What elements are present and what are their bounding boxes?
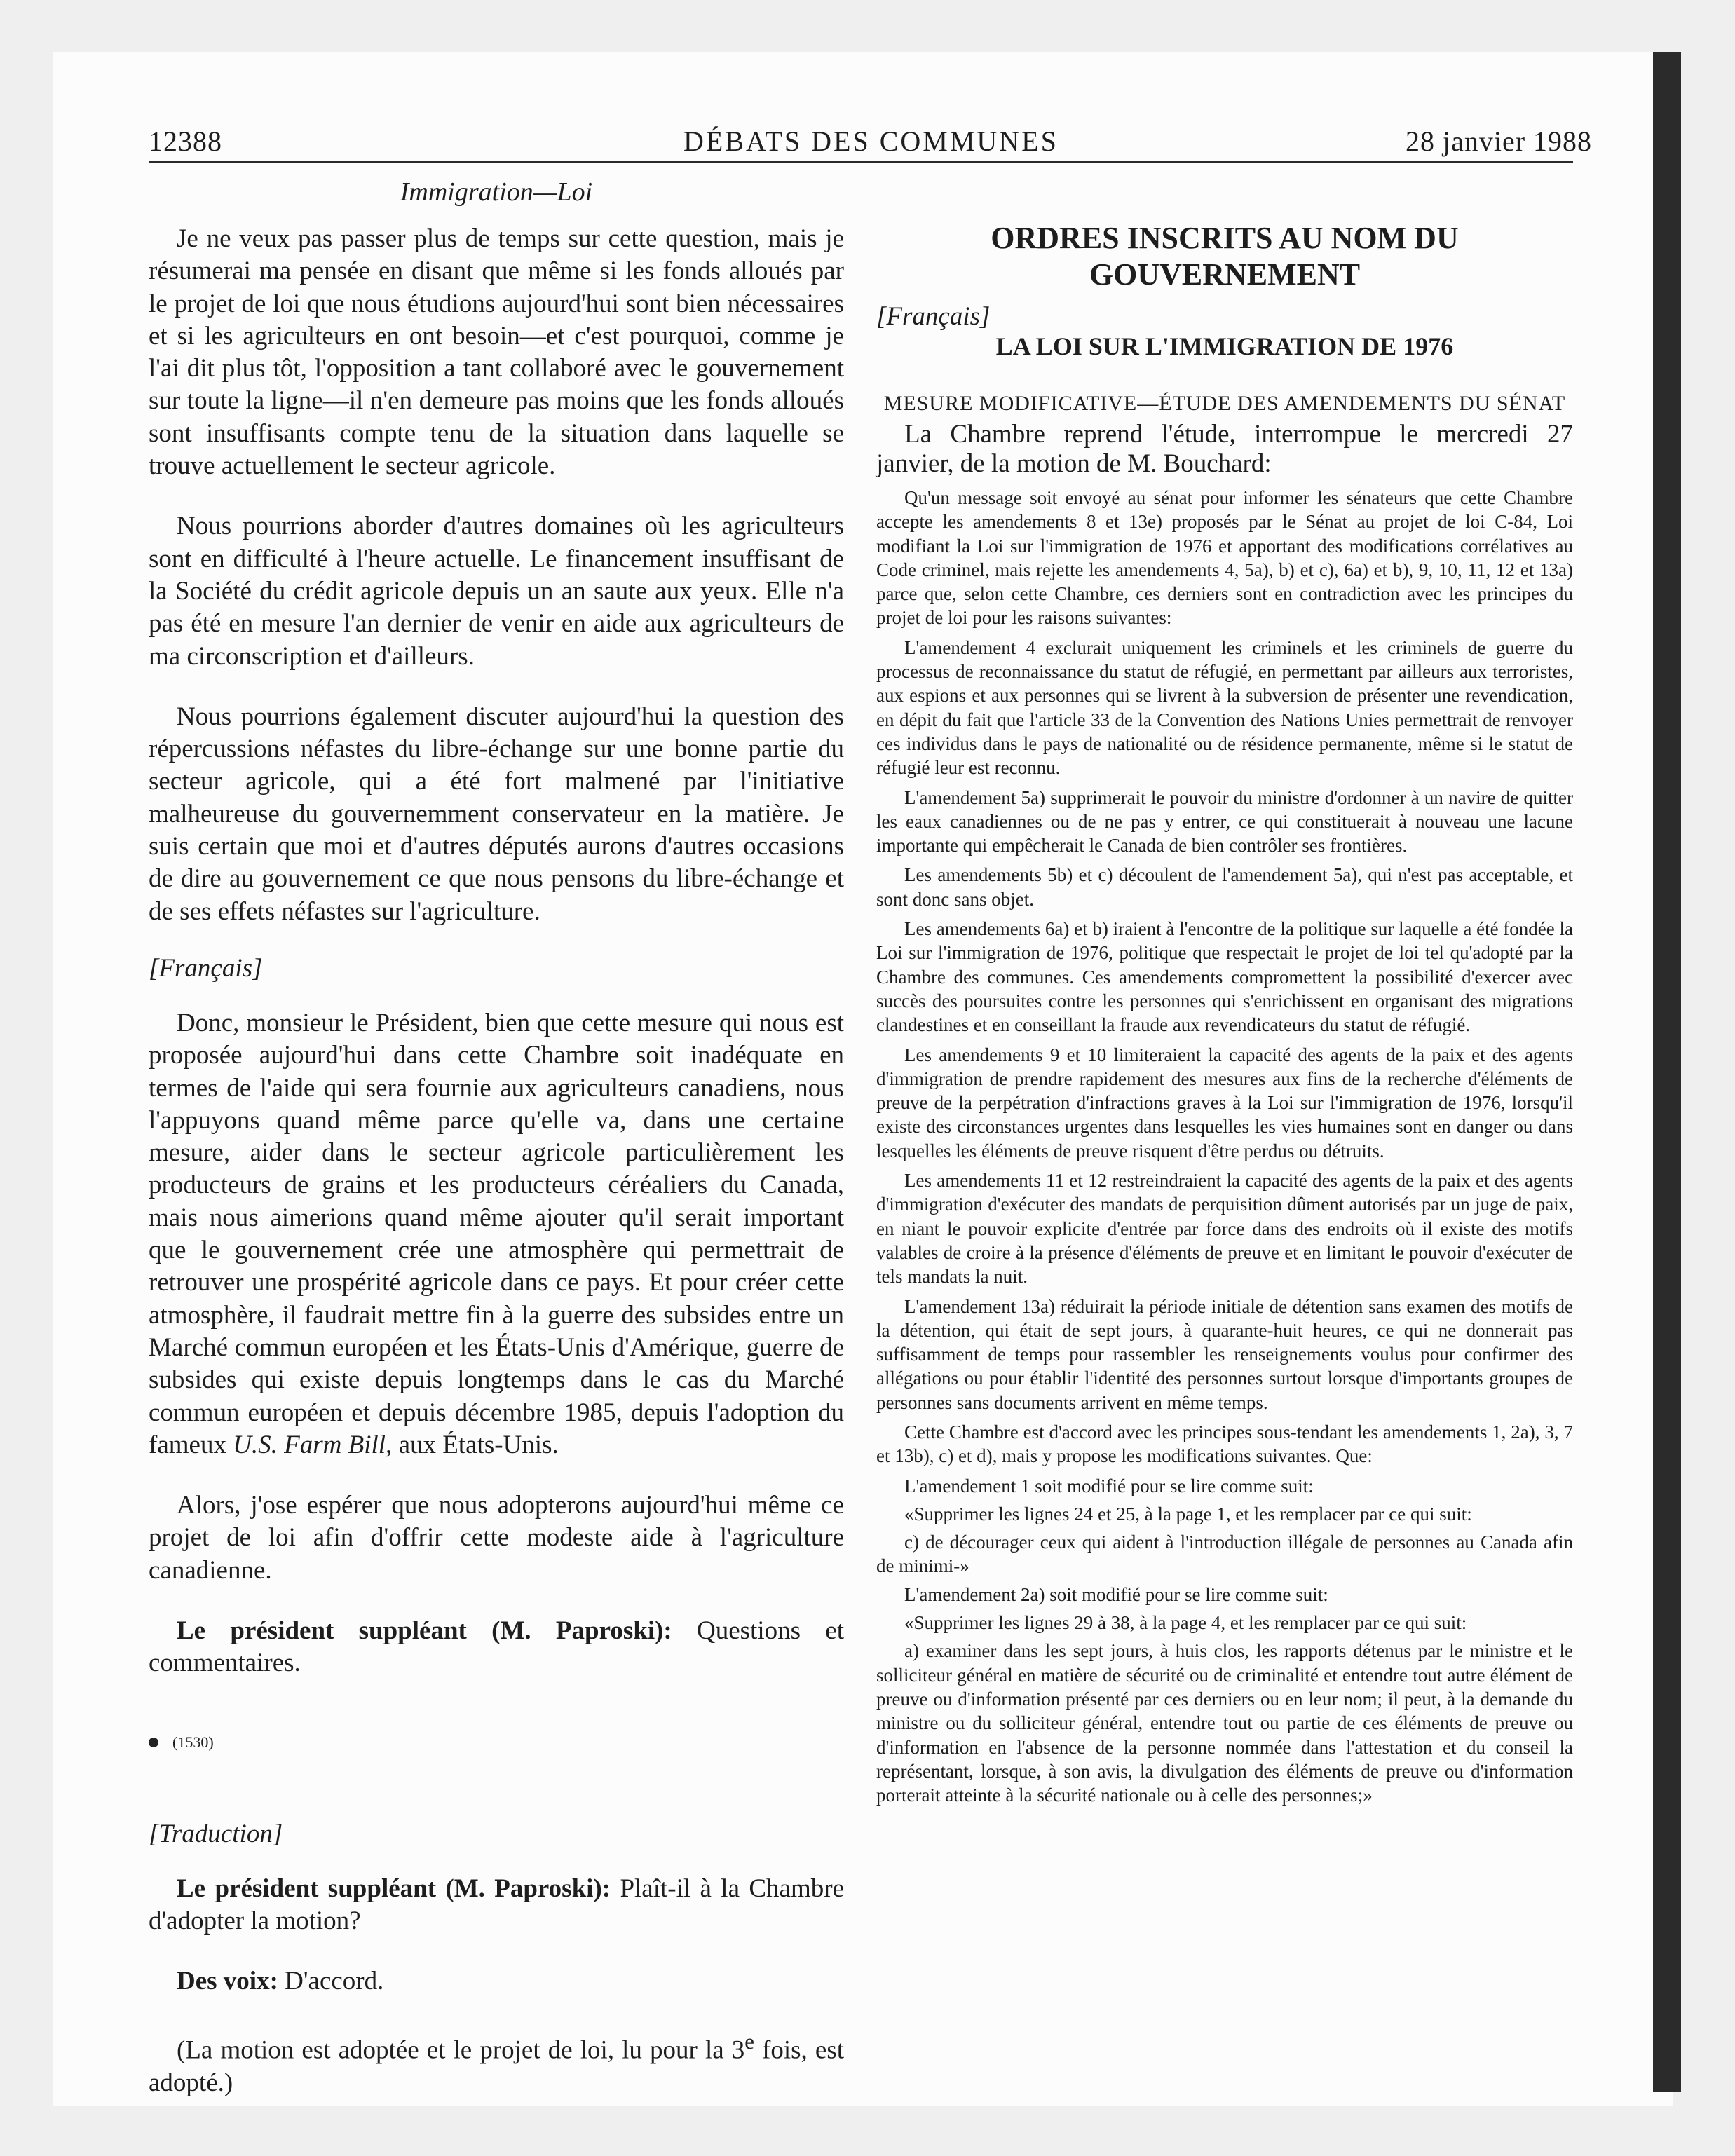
publication-title: DÉBATS DES COMMUNES: [683, 125, 1059, 157]
language-marker: [Français]: [876, 302, 991, 331]
motion-paragraph: Les amendements 9 et 10 limiteraient la capacité des agents de la paix et des agents d'immigration de prendre rapidement des mesures aux fins de la recherche d'éléments de preuve de la perpétration d'infractions graves à la Loi sur l'immigration de 1976, lorsqu'il existe des circonstances urgentes dans lesquelles les vies humaines sont en danger ou dans lesquelles les éléments de preuve risquent d'être perdus ou détruits.: [876, 1044, 1573, 1161]
left-column: [149, 177, 844, 2099]
text-run: , aux États-Unis.: [386, 1430, 559, 1459]
measure-subtitle: MESURE MODIFICATIVE—ÉTUDE DES AMENDEMENTS DU SÉNAT: [883, 392, 1566, 415]
bullet-icon: [149, 1738, 158, 1747]
header-rule: [149, 161, 1573, 163]
scan-edge: [1653, 52, 1681, 2092]
time-mark: (1530): [172, 1733, 214, 1751]
italic-title: U.S. Farm Bill: [233, 1430, 386, 1459]
section-title: ORDRES INSCRITS AU NOM DU GOUVERNEMENT: [991, 221, 1459, 292]
speaker-name: Le président suppléant (M. Paproski):: [177, 1874, 611, 1903]
motion-paragraph: Qu'un message soit envoyé au sénat pour informer les sénateurs que cette Chambre accepte les amendements 8 et 13e) proposés par le Sénat au projet de loi C-84, Loi modifiant la Loi sur l'immigration de 1976 et apportant des modifications corrélatives au Code criminel, mais rejette les amendements 4, 5a), b) et c), 6a) et b), 9, 10, 11, 12 et 13a) parce que, selon cette Chambre, ces derniers sont en contradiction avec les principes du projet de loi pour les raisons suivantes:: [876, 487, 1573, 629]
speaker-name: Le président suppléant (M. Paproski):: [177, 1616, 672, 1645]
text-run: Donc, monsieur le Président, bien que cette mesure qui nous est proposée aujourd'hui dans cette Chambre soit inadéquate en termes de l'aide qui sera fournie aux agriculteurs canadiens, nous l'appuyons quand même parce qu'elle va, dans une certaine mesure, aider dans le secteur agricole particulièrement les producteurs de grains et les producteurs céréaliers du Canada, mais nous aimerions quand même ajouter qu'il serait important que le gouvernement crée une atmosphère qui permettrait de retrouver une prospérité agricole dans ce pays. Et pour créer cette atmosphère, il faudrait mettre fin à la guerre des subsides entre un Marché commun européen et les États-Unis d'Amérique, guerre de subsides qui existe depuis longtemps dans le cas du Marché commun européen et depuis décembre 1985, depuis l'adoption du fameux: [149, 1008, 844, 1459]
motion-paragraph: «Supprimer les lignes 24 et 25, à la page 1, et les remplacer par ce qui suit:: [904, 1503, 1472, 1524]
paragraph: Nous pourrions également discuter aujourd'hui la question des répercussions néfastes du libre-échange sur une bonne partie du secteur agricole, qui a été fort malmené par l'initiative malheureuse du gouvernemment conservateur en la matière. Je suis certain que moi et d'autres députés aurons d'autres occasions de dire au gouvernement ce que nous pensons du libre-échange et de ses effets néfastes sur l'agriculture.: [149, 702, 844, 926]
speaker-paragraph: [149, 1965, 844, 1998]
paragraph: Alors, j'ose espérer que nous adopterons aujourd'hui même ce projet de loi afin d'offrir cette modeste aide à l'agriculture canadienne.: [149, 1491, 844, 1585]
motion-paragraph: a) examiner dans les sept jours, à huis clos, les rapports détenus par le ministre et le solliciteur général en matière de sécurité ou de criminalité et entendre tout autre élément de preuve ou d'information présenté par ces derniers ou en leur nom; il peut, à la demande du ministre ou du solliciteur général, entendre tout ou partie de ces éléments de preuve ou d'information en l'absence de la personne nommée dans l'attestation et du conseil la représentant, lorsque, à son avis, la divulgation des éléments de preuve ou d'information porterait atteinte à la sécurité nationale ou à celle des personnes;»: [876, 1640, 1573, 1806]
text-run: fois, est adopté.): [149, 2035, 845, 2098]
paragraph: [149, 1007, 844, 1461]
motion-paragraph: Les amendements 5b) et c) découlent de l'amendement 5a), qui n'est pas acceptable, et sont donc sans objet.: [876, 864, 1573, 910]
speaker-name: Des voix:: [177, 1967, 278, 1996]
running-title: Immigration—Loi: [400, 177, 593, 207]
paragraph: La Chambre reprend l'étude, interrompue le mercredi 27 janvier, de la motion de M. Bouchard:: [876, 420, 1573, 478]
time-marker: [149, 1733, 844, 1752]
speech-text: Questions et commentaires.: [149, 1616, 844, 1678]
motion-paragraph: L'amendement 5a) supprimerait le pouvoir du ministre d'ordonner à un navire de quitter les eaux canadiennes ou de ne pas y entrer, ce qui constituerait à nouveau une lacune importante qui empêcherait le Canada de bien contrôler ses frontières.: [876, 786, 1573, 857]
speech-text: Plaît-il à la Chambre d'adopter la motion?: [149, 1874, 844, 1935]
motion-paragraph: L'amendement 4 exclurait uniquement les criminels et les criminels de guerre du processus de reconnaissance du statut de réfugié, en permettant par ailleurs aux terroristes, aux espions et aux personnes qui se livrent à la subversion de présenter une revendication, en dépit du fait que l'article 33 de la Convention des Nations Unies permettrait de renvoyer ces individus dans le pays de nationalité ou de résidence permanente, même si le statut de réfugié leur est reconnu.: [876, 636, 1573, 779]
speech-text: D'accord.: [278, 1967, 384, 1996]
act-title: LA LOI SUR L'IMMIGRATION DE 1976: [995, 332, 1454, 360]
motion-paragraph: Les amendements 6a) et b) iraient à l'encontre de la politique sur laquelle a été fondée la Loi sur l'immigration de 1976, politique que respectait le projet de loi tel qu'adopté par la Chambre des communes. Ces amendements compromettent la possibilité d'exercer avec succès des poursuites contre les personnes qui s'enrichissent en organisant des migrations clandestines et en conseillant la fraude aux revendicateurs du statut de réfugié.: [876, 918, 1573, 1036]
motion-paragraph: L'amendement 1 soit modifié pour se lire comme suit:: [904, 1475, 1314, 1496]
motion-paragraph: «Supprimer les lignes 29 à 38, à la page 4, et les remplacer par ce qui suit:: [904, 1612, 1467, 1634]
motion-paragraph: L'amendement 13a) réduirait la période initiale de détention sans examen des motifs de la détention, qui était de sept jours, à quarante-huit heures, ce qui ne donnerait pas suffisamment de temps pour rassembler les renseignements voulus pour confirmer des allégations ou pour établir l'identité des personnes surtout lorsque d'importants groupes de personnes sans documents arrivent en même temps.: [876, 1295, 1573, 1413]
publication-date: 28 janvier 1988: [1406, 125, 1593, 157]
paragraph: Je ne veux pas passer plus de temps sur cette question, mais je résumerai ma pensée en disant que même si les fonds alloués par le projet de loi que nous étudions aujourd'hui sont bien nécessaires et si les agriculteurs en ont besoin—et c'est pourquoi, comme je l'ai dit plus tôt, l'opposition a tant collaboré avec le gouvernement sur toute la ligne—il n'en demeure pas moins que les fonds alloués sont insuffisants compte tenu de la situation dans laquelle se trouve actuellement le secteur agricole.: [149, 224, 844, 481]
language-marker: [Français]: [149, 953, 263, 983]
motion-paragraph: Les amendements 11 et 12 restreindraient la capacité des agents de la paix et des agents d'immigration d'exécuter des mandats de perquisition dûment autorisés par un juge de paix, en niant le pouvoir explicite d'entrée par force dans des endroits où il existe des motifs valables de croire à la présence d'éléments de preuve et en limitant le pouvoir d'exécuter de tels mandats la nuit.: [876, 1170, 1573, 1288]
motion-paragraph: L'amendement 2a) soit modifié pour se lire comme suit:: [904, 1583, 1328, 1605]
speaker-paragraph: [149, 1873, 844, 1938]
text-run: (La motion est adoptée et le projet de loi, lu pour la 3: [177, 2035, 745, 2065]
motion-paragraph: Cette Chambre est d'accord avec les principes sous-tendant les amendements 1, 2a), 3, 7 et 13b), c) et d), mais y propose les modifications suivantes. Que:: [876, 1421, 1573, 1467]
superscript: e: [744, 2030, 754, 2054]
paragraph: [149, 2026, 844, 2099]
speaker-paragraph: [149, 1615, 844, 1680]
right-column: [876, 177, 1573, 1811]
page-number: 12388: [149, 125, 222, 157]
paragraph: Nous pourrions aborder d'autres domaines où les agriculteurs sont en difficulté à l'heure actuelle. Le financement insuffisant de la Société du crédit agricole depuis un an saute aux yeux. Elle n'a pas été en mesure l'an dernier de venir en aide aux agriculteurs de ma circonscription et d'ailleurs.: [149, 512, 844, 671]
motion-paragraph: c) de décourager ceux qui aident à l'introduction illégale de personnes au Canada afin de minimi-»: [876, 1531, 1573, 1577]
language-marker: [Traduction]: [149, 1819, 283, 1848]
